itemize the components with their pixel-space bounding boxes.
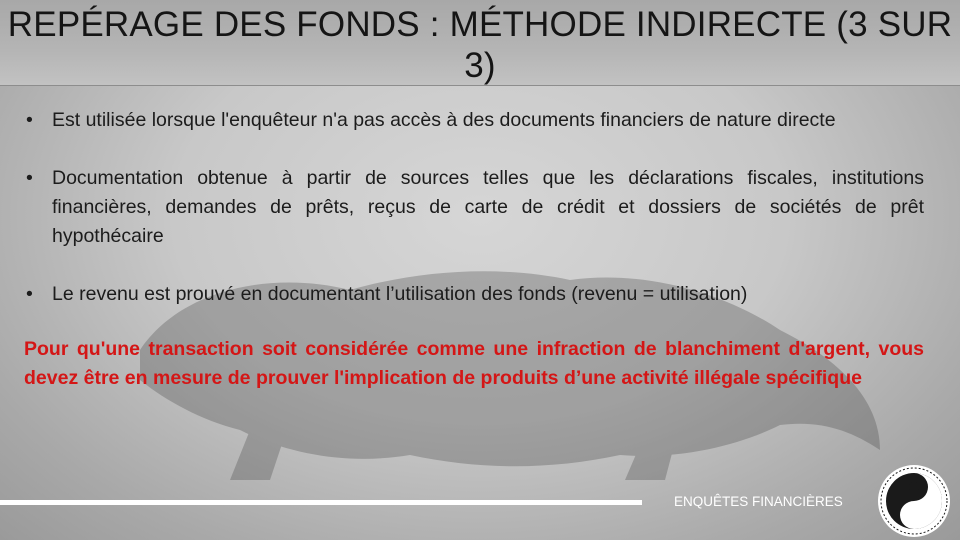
emphasis-statement: Pour qu'une transaction soit considérée comme une infraction de blanchiment d'argent, vous devez être en mesure de prouver l'implication de produits d’une activité illégale spécifique (24, 338, 924, 389)
bullet-item (24, 280, 924, 309)
bullet-text: Est utilisée lorsque l'enquêteur n'a pas accès à des documents financiers de nature directe (52, 109, 836, 131)
bullet-item (24, 106, 924, 135)
bullet-marker: • (26, 167, 33, 189)
bullet-marker: • (26, 283, 33, 305)
bullet-marker: • (26, 109, 33, 131)
bullet-text: Le revenu est prouvé en documentant l’utilisation des fonds (revenu = utilisation) (52, 283, 748, 305)
slide-content (24, 106, 924, 393)
bullet-item (24, 164, 924, 251)
slide-title: REPÉRAGE DES FONDS : MÉTHODE INDIRECTE (3 SUR 3) (7, 5, 953, 85)
footer-label: ENQUÊTES FINANCIÈRES (674, 494, 843, 509)
footer-divider (0, 500, 642, 505)
organization-seal-icon (872, 462, 956, 540)
bullet-text: Documentation obtenue à partir de sources telles que les déclarations fiscales, institutions financières, demandes de prêts, reçus de carte de crédit et dossiers de sociétés de prêt hypothécaire (52, 167, 924, 247)
